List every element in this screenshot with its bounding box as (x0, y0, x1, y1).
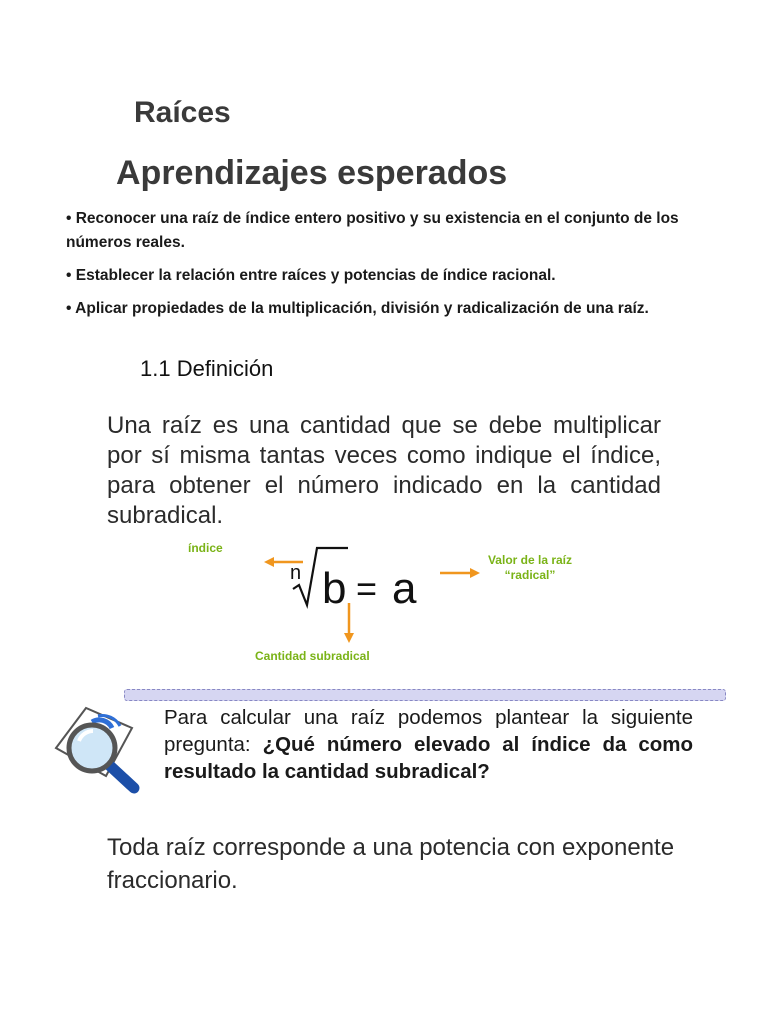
subradical-arrowhead (344, 633, 354, 643)
index-label: índice (188, 541, 223, 555)
section-divider (124, 689, 726, 701)
page-title: Raíces (134, 96, 231, 129)
tip-intro: Para calcular una raíz podemos plantear la siguiente pregunta: (164, 706, 693, 756)
value-label-line2: “radical” (504, 568, 556, 582)
section-subtitle: Aprendizajes esperados (116, 154, 508, 192)
objective-item: • Establecer la relación entre raíces y potencias de índice racional. (66, 267, 556, 284)
value-label-line1: Valor de la raíz (487, 553, 573, 567)
root-diagram (0, 535, 768, 675)
tip-text (164, 704, 693, 785)
subradical-label: Cantidad subradical (255, 649, 370, 663)
magnifier-icon (52, 700, 148, 796)
objective-item: • Reconocer una raíz de índice entero positivo y su existencia en el conjunto de los números reales. (66, 210, 679, 251)
formula-result: a (392, 564, 417, 613)
objectives-list (66, 207, 706, 330)
definition-heading: 1.1 Definición (140, 356, 274, 381)
diagram-arrows (0, 535, 768, 675)
value-arrowhead (470, 568, 480, 578)
formula-radicand: b (322, 564, 347, 613)
formula-equals: = (356, 568, 378, 609)
formula-index: n (290, 562, 302, 584)
objective-item: • Aplicar propiedades de la multiplicación, división y radicalización de una raíz. (66, 300, 649, 317)
closing-text: Toda raíz corresponde a una potencia con exponente fraccionario. (107, 834, 675, 894)
tip-question: ¿Qué número elevado al índice da como resultado la cantidad subradical? (164, 733, 693, 783)
index-arrowhead (264, 557, 274, 567)
definition-text: Una raíz es una cantidad que se debe multiplicar por sí misma tantas veces como indique el índice, para obtener el número indicado en la cantidad subradical. (107, 412, 661, 529)
